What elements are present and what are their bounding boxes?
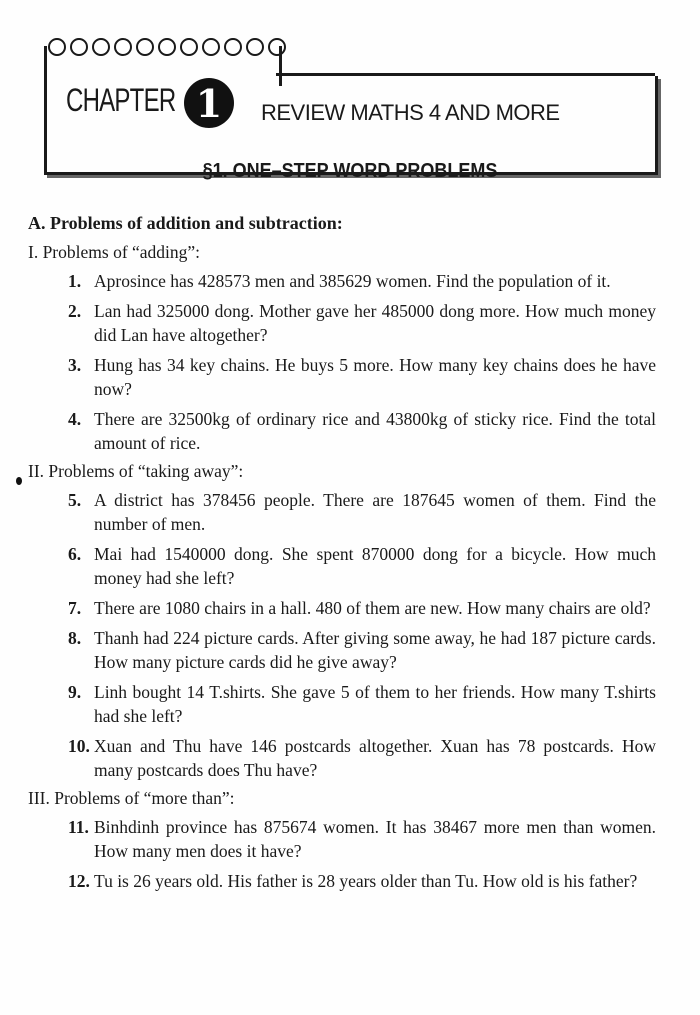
- problem-text: Hung has 34 key chains. He buys 5 more. How many key chains does he have now?: [94, 355, 656, 399]
- problem-number: 5.: [68, 490, 82, 510]
- problem-item: [68, 269, 656, 293]
- problem-number: 6.: [68, 544, 82, 564]
- problem-number: 4.: [68, 409, 82, 429]
- problem-number: 2.: [68, 301, 82, 321]
- problem-number: 12.: [68, 871, 90, 891]
- problem-text: Tu is 26 years old. His father is 28 years older than Tu. How old is his father?: [94, 871, 638, 891]
- chapter-number-badge: 1: [184, 78, 234, 128]
- problem-number: 9.: [68, 682, 82, 702]
- group-title: III. Problems of “more than”:: [28, 788, 235, 808]
- section-title: §1. ONE–STEP WORD PROBLEMS: [202, 160, 498, 182]
- problem-number: 3.: [68, 355, 82, 375]
- problem-text: There are 32500kg of ordinary rice and 43800kg of sticky rice. Find the total amount of rice.: [94, 409, 656, 453]
- problem-item: [68, 815, 656, 863]
- problem-number: 8.: [68, 628, 82, 648]
- problem-groups: [28, 242, 656, 893]
- chapter-title: REVIEW MATHS 4 AND MORE: [261, 100, 560, 125]
- problem-text: Thanh had 224 picture cards. After giving some away, he had 187 picture cards. How many picture cards did he give away?: [94, 628, 656, 672]
- problem-item: [68, 407, 656, 455]
- problem-text: Xuan and Thu have 146 postcards altogether. Xuan has 78 postcards. How many postcards does Thu have?: [94, 736, 656, 780]
- problem-number: 10.: [68, 736, 90, 756]
- problem-text: Lan had 325000 dong. Mother gave her 485000 dong more. How much money did Lan have altogether?: [94, 301, 656, 345]
- problems-content: [28, 213, 656, 899]
- chapter-label: CHAPTER: [66, 82, 176, 118]
- problem-item: [68, 869, 656, 893]
- problem-item: [68, 596, 656, 620]
- problem-number: 7.: [68, 598, 82, 618]
- group-title: II. Problems of “taking away”:: [28, 461, 244, 481]
- problem-text: Binhdinh province has 875674 women. It has 38467 more men than women. How many men does it have?: [94, 817, 656, 861]
- problem-number: 1.: [68, 271, 82, 291]
- problem-item: [68, 488, 656, 536]
- margin-mark: [16, 477, 22, 485]
- problem-text: Aprosince has 428573 men and 385629 women. Find the population of it.: [94, 271, 611, 291]
- chapter-header: [44, 38, 658, 142]
- group-title: I. Problems of “adding”:: [28, 242, 201, 262]
- problem-text: There are 1080 chairs in a hall. 480 of them are new. How many chairs are old?: [94, 598, 651, 618]
- problem-item: [68, 734, 656, 782]
- problem-text: Linh bought 14 T.shirts. She gave 5 of them to her friends. How many T.shirts had she left?: [94, 682, 656, 726]
- problem-text: A district has 378456 people. There are 187645 women of them. Find the number of men.: [94, 490, 656, 534]
- problem-item: [68, 542, 656, 590]
- problem-number: 11.: [68, 817, 89, 837]
- problem-item: [68, 299, 656, 347]
- problem-text: Mai had 1540000 dong. She spent 870000 dong for a bicycle. How much money had she left?: [94, 544, 656, 588]
- problem-item: [68, 626, 656, 674]
- problem-item: [68, 680, 656, 728]
- part-heading: A. Problems of addition and subtraction:: [28, 213, 343, 233]
- problem-item: [68, 353, 656, 401]
